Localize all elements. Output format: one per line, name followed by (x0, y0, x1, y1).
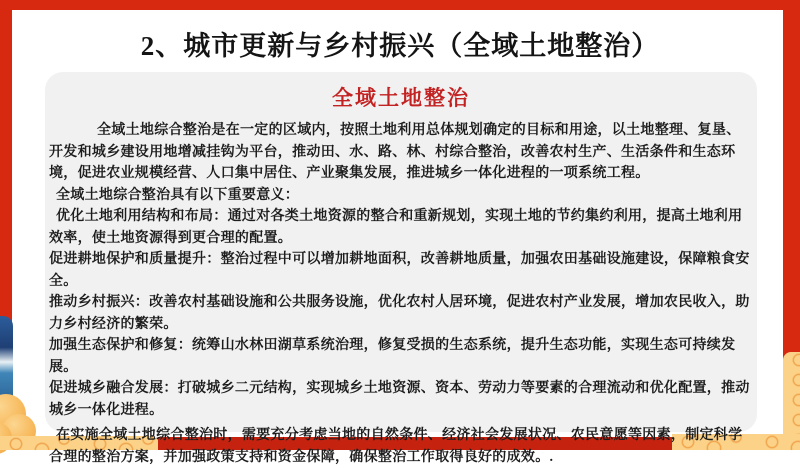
paragraph-ecology: 加强生态保护和修复：统筹山水林田湖草系统治理，修复受损的生态系统，提升生态功能，实现生态可持续发展。 (49, 338, 736, 375)
paragraph-rural-revival: 推动乡村振兴：改善农村基础设施和公共服务设施，优化农村人居环境，促进农村产业发展，增加农民收入，助力乡村经济的繁荣。 (49, 295, 750, 332)
slide-title: 2、城市更新与乡村振兴（全域土地整治） (140, 31, 660, 61)
paragraph-farmland: 促进耕地保护和质量提升：整治过程中可以增加耕地面积，改善耕地质量，加强农田基础设施建设，保障粮食安全。 (49, 252, 750, 289)
paragraph-overview: 全域土地综合整治是在一定的区域内，按照土地利用总体规划确定的目标和用途，以土地整理、复垦、开发和城乡建设用地增减挂钩为平台，推动田、水、路、林、村综合整治，改善农村生产、生活条件和生态环境，促进农业规模经营、人口集中居住、产业聚集发展，推进城乡一体化进程的一项系统工程。 (49, 123, 741, 181)
paragraph-implementation: 在实施全域土地综合整治时，需要充分考虑当地的自然条件、经济社会发展状况、农民意愿等因素，制定科学合理的整治方案，并加强政策支持和资金保障，确保整治工作取得良好的成效。. (49, 428, 743, 465)
content-card (45, 72, 757, 465)
card-body (49, 120, 753, 468)
paragraph-significance: 全域土地综合整治具有以下重要意义： (56, 187, 300, 203)
frame-top-red-border (0, 0, 800, 10)
paragraph-integration: 促进城乡融合发展：打破城乡二元结构，实现城乡土地资源、资本、劳动力等要素的合理流动和优化配置，推动城乡一体化进程。 (49, 381, 750, 418)
paragraph-land-use: 优化土地利用结构和布局：通过对各类土地资源的整合和重新规划，实现土地的节约集约利用，提高土地利用效率，使土地资源得到更合理的配置。 (49, 209, 743, 246)
card-heading: 全域土地整治 (332, 86, 470, 110)
